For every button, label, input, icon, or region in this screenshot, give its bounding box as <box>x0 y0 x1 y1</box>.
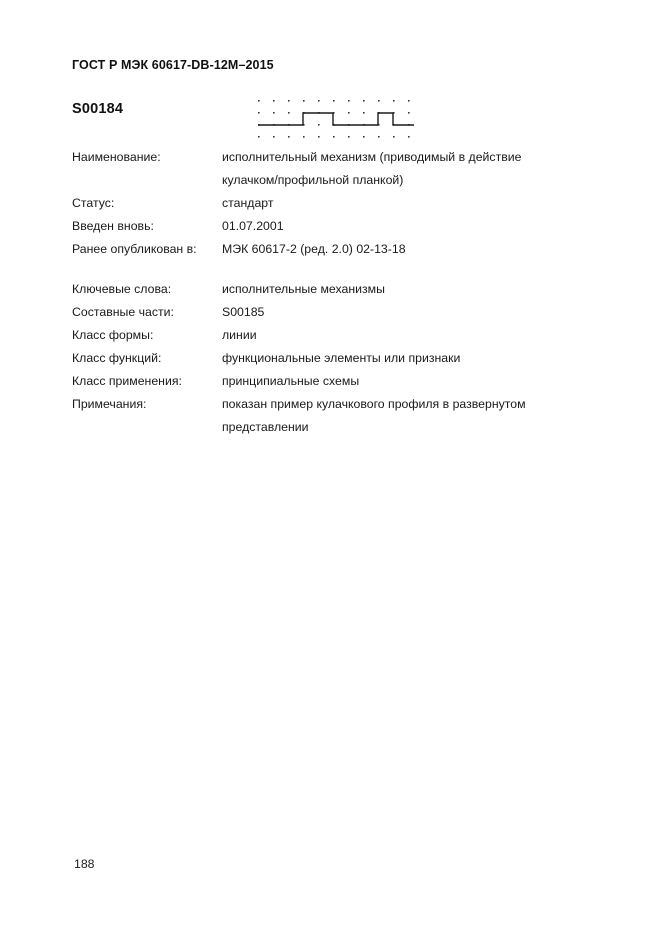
record-group-secondary <box>72 278 592 439</box>
record-row <box>72 192 592 215</box>
page-number: 188 <box>74 857 95 871</box>
record-group-primary <box>72 146 592 261</box>
document-header: ГОСТ Р МЭК 60617-DB-12M–2015 <box>72 58 274 72</box>
record-row <box>72 301 592 324</box>
record-row <box>72 347 592 370</box>
record-value-line: показан пример кулачкового профиля в развернутом <box>222 397 526 411</box>
record-label: Класс функций: <box>72 351 162 365</box>
record-value-line: линии <box>222 328 257 342</box>
record-label: Составные части: <box>72 305 174 319</box>
record-value <box>222 146 592 192</box>
record-value <box>222 192 592 215</box>
record-row <box>72 238 592 261</box>
record-value <box>222 301 592 324</box>
record-label: Ранее опубликован в: <box>72 242 197 256</box>
record-row <box>72 393 592 439</box>
record-label: Наименование: <box>72 150 161 164</box>
record-value-line: принципиальные схемы <box>222 374 360 388</box>
record-value <box>222 324 592 347</box>
record-value-continuation: кулачком/профильной планкой) <box>222 173 404 187</box>
record-row <box>72 370 592 393</box>
record-value <box>222 347 592 370</box>
record-value <box>222 278 592 301</box>
record-value-continuation: представлении <box>222 420 309 434</box>
record-row <box>72 146 592 192</box>
symbol-record <box>72 146 592 439</box>
waveform-path <box>258 113 414 125</box>
record-row <box>72 215 592 238</box>
record-value <box>222 393 592 439</box>
record-value-line: S00185 <box>222 305 265 319</box>
record-value-line: исполнительные механизмы <box>222 282 385 296</box>
record-label: Ключевые слова: <box>72 282 172 296</box>
record-label: Класс формы: <box>72 328 154 342</box>
symbol-id-heading: S00184 <box>72 101 124 117</box>
record-label: Введен вновь: <box>72 219 154 233</box>
record-value <box>222 238 592 261</box>
cam-profile-waveform-icon <box>255 95 417 145</box>
record-label: Статус: <box>72 196 115 210</box>
record-value-line: стандарт <box>222 196 274 210</box>
record-row <box>72 278 592 301</box>
record-value-line: 01.07.2001 <box>222 219 284 233</box>
record-value <box>222 370 592 393</box>
record-value-line: исполнительный механизм (приводимый в действие <box>222 150 522 164</box>
record-label: Примечания: <box>72 397 147 411</box>
record-row <box>72 324 592 347</box>
record-label: Класс применения: <box>72 374 182 388</box>
record-value <box>222 215 592 238</box>
record-value-line: функциональные элементы или признаки <box>222 351 461 365</box>
grid-dots <box>258 100 410 138</box>
record-value-line: МЭК 60617-2 (ред. 2.0) 02-13-18 <box>222 242 406 256</box>
